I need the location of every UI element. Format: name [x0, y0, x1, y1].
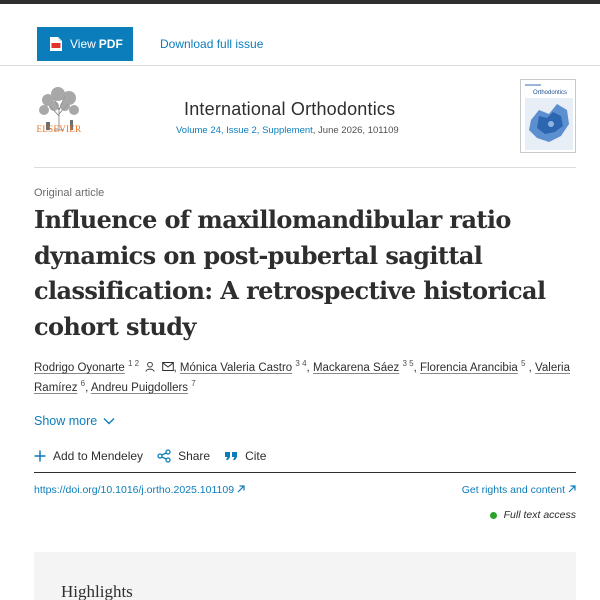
- envelope-icon[interactable]: [162, 361, 174, 372]
- author-affiliation: 5: [520, 359, 526, 369]
- author-separator: ,: [173, 362, 177, 374]
- show-more-button[interactable]: [34, 414, 115, 428]
- add-to-mendeley-button[interactable]: [34, 449, 143, 463]
- author-item[interactable]: [90, 379, 196, 394]
- view-pdf-button[interactable]: [37, 27, 133, 61]
- view-pdf-prefix: View: [70, 37, 96, 51]
- quote-icon: [224, 450, 238, 462]
- access-dot-icon: [490, 512, 497, 519]
- author-affiliation: 6: [80, 379, 86, 389]
- author-name[interactable]: Mackarena Sáez: [312, 362, 400, 374]
- journal-issue-info: [176, 125, 399, 136]
- person-icon[interactable]: [144, 361, 156, 372]
- show-more-label: Show more: [34, 414, 98, 428]
- author-affiliation: 1 2: [127, 359, 140, 369]
- author-list: [34, 358, 579, 398]
- author-affiliation: 3 5: [402, 359, 414, 369]
- top-toolbar: [0, 0, 600, 66]
- author-item[interactable]: [179, 359, 307, 374]
- cite-button[interactable]: [224, 449, 266, 463]
- actions-divider: [34, 472, 576, 473]
- highlights-title: Highlights: [61, 582, 133, 600]
- volume-issue-link[interactable]: Volume 24, Issue 2, Supplement: [176, 125, 313, 136]
- author-name[interactable]: Florencia Arancibia: [419, 362, 518, 374]
- share-label: Share: [178, 449, 211, 463]
- pdf-file-icon: [49, 36, 63, 52]
- article-actions: [34, 446, 280, 466]
- article-title: Influence of maxillomandibular ratio dynamics on post-pubertal sagittal classification: A retrospective historical cohort study: [34, 205, 546, 341]
- rights-text: Get rights and content: [461, 484, 566, 496]
- cite-label: Cite: [245, 449, 267, 463]
- author-name[interactable]: Rodrigo Oyonarte: [34, 362, 125, 374]
- issue-date: , June 2026, 101109: [312, 125, 399, 136]
- author-item[interactable]: [419, 359, 526, 374]
- author-affiliation: 7: [191, 379, 196, 389]
- journal-cover-thumbnail[interactable]: [520, 79, 576, 153]
- author-separator: ,: [306, 362, 310, 374]
- author-item[interactable]: [312, 359, 414, 374]
- highlights-section: [34, 552, 576, 600]
- author-name[interactable]: Mónica Valeria Castro: [179, 362, 293, 374]
- journal-cover-image: [521, 80, 576, 153]
- journal-title[interactable]: International Orthodontics: [184, 99, 396, 119]
- author-name[interactable]: Valeria Ramírez: [34, 362, 570, 394]
- view-pdf-suffix: PDF: [98, 37, 123, 51]
- external-arrow-icon: [568, 485, 576, 493]
- author-affiliation: 3 4: [295, 359, 307, 369]
- doi-text: https://doi.org/10.1016/j.ortho.2025.101109: [34, 484, 235, 496]
- journal-header: [34, 76, 576, 168]
- external-arrow-icon: [237, 485, 245, 493]
- access-label: Full text access: [503, 509, 576, 521]
- share-button[interactable]: [157, 449, 210, 463]
- add-to-mendeley-label: Add to Mendeley: [53, 449, 144, 463]
- author-separator: ,: [85, 382, 89, 394]
- author-separator: ,: [413, 362, 417, 374]
- access-status: [490, 509, 576, 521]
- article-type: Original article: [34, 187, 105, 199]
- share-icon: [157, 449, 171, 463]
- download-full-issue-link[interactable]: Download full issue: [160, 37, 264, 51]
- plus-icon: [34, 450, 46, 462]
- author-name[interactable]: Andreu Puigdollers: [90, 382, 189, 394]
- author-separator: ,: [528, 362, 532, 374]
- chevron-down-icon: [103, 417, 115, 425]
- cover-journal-name: Orthodontics: [533, 90, 568, 96]
- author-item[interactable]: [34, 359, 174, 374]
- publisher-name: ELSEVIER: [36, 124, 82, 134]
- doi-link[interactable]: [34, 484, 245, 496]
- rights-link[interactable]: [462, 484, 576, 496]
